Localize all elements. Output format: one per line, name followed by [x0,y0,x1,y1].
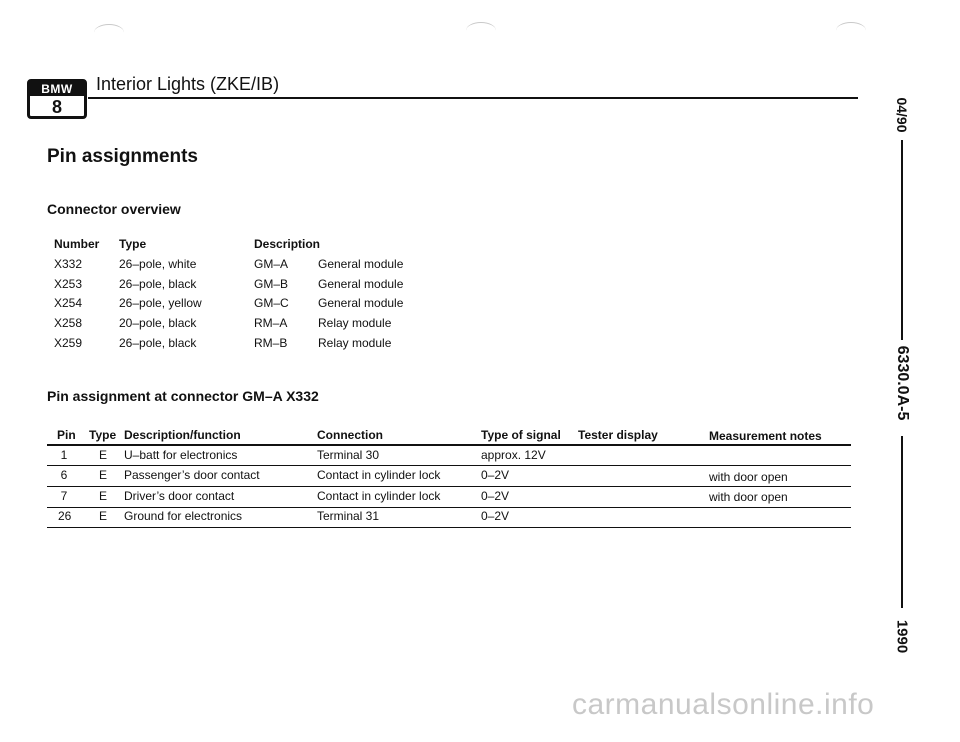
document-title: Interior Lights (ZKE/IB) [96,74,280,94]
pin-measurement-notes: with door open [709,470,788,484]
logo-brand: BMW [30,82,84,96]
scan-mark [836,22,866,39]
connector-code: RM–B [254,336,288,350]
connector-type: 26–pole, black [119,277,197,291]
pin-description: Driver’s door contact [124,489,235,503]
connector-number: X254 [54,296,83,310]
pin-signal: 0–2V [481,468,510,482]
logo-series: 8 [51,97,62,117]
col-header-tester: Tester display [578,428,658,442]
row-rule [47,527,851,528]
pin-signal: approx. 12V [481,448,546,462]
col-header-description: Description [254,237,321,251]
connector-number: X253 [54,277,83,291]
row-rule [47,507,851,508]
connector-type: 26–pole, white [119,257,197,271]
col-header-type: Type [119,237,147,251]
row-rule [47,465,851,466]
connector-type: 26–pole, black [119,336,197,350]
connector-type: 20–pole, black [119,316,197,330]
col-header-type: Type [89,428,117,442]
side-doc-number: 6330.0A-5 [894,345,911,421]
pin-number: 7 [60,489,68,503]
pin-description: U–batt for electronics [124,448,238,462]
pin-assignment-heading: Pin assignment at connector GM–A X332 [47,388,319,404]
pin-type: E [99,489,108,503]
col-header-pin: Pin [57,428,76,442]
connector-number: X332 [54,257,83,271]
pin-number: 6 [60,468,68,482]
table-header-rule [47,444,851,446]
connector-code: RM–A [254,316,288,330]
connector-module: General module [318,277,404,291]
connector-overview-heading: Connector overview [47,201,181,217]
pin-measurement-notes: with door open [709,490,788,504]
col-header-signal: Type of signal [481,428,561,442]
side-rule [901,140,903,340]
scan-mark [94,24,124,41]
row-rule [47,486,851,487]
pin-number: 26 [58,509,72,523]
pin-signal: 0–2V [481,509,510,523]
pin-type: E [99,468,108,482]
connector-code: GM–A [254,257,289,271]
connector-module: Relay module [318,316,392,330]
pin-connection: Terminal 31 [317,509,380,523]
connector-module: Relay module [318,336,392,350]
pin-connection: Contact in cylinder lock [317,468,441,482]
pin-connection: Terminal 30 [317,448,380,462]
pin-signal: 0–2V [481,489,510,503]
side-year: 1990 [893,619,911,654]
pin-type: E [99,448,108,462]
connector-module: General module [318,257,404,271]
side-date: 04/90 [894,97,910,133]
pin-description: Passenger’s door contact [124,468,260,482]
connector-number: X259 [54,336,83,350]
col-header-connection: Connection [317,428,383,442]
connector-module: General module [318,296,404,310]
col-header-notes: Measurement notes [709,429,822,443]
connector-type: 26–pole, yellow [119,296,202,310]
pin-type: E [99,509,108,523]
connector-code: GM–B [254,277,289,291]
watermark: carmanualsonline.info [572,688,875,721]
connector-number: X258 [54,316,83,330]
header-rule [88,97,858,99]
bmw-series-logo [27,79,87,119]
page-title: Pin assignments [47,146,198,167]
scan-mark [466,22,496,39]
pin-description: Ground for electronics [124,509,243,523]
pin-number: 1 [60,448,68,462]
col-header-number: Number [54,237,100,251]
pin-connection: Contact in cylinder lock [317,489,441,503]
connector-code: GM–C [254,296,289,310]
col-header-description: Description/function [124,428,241,442]
side-rule [901,436,903,608]
